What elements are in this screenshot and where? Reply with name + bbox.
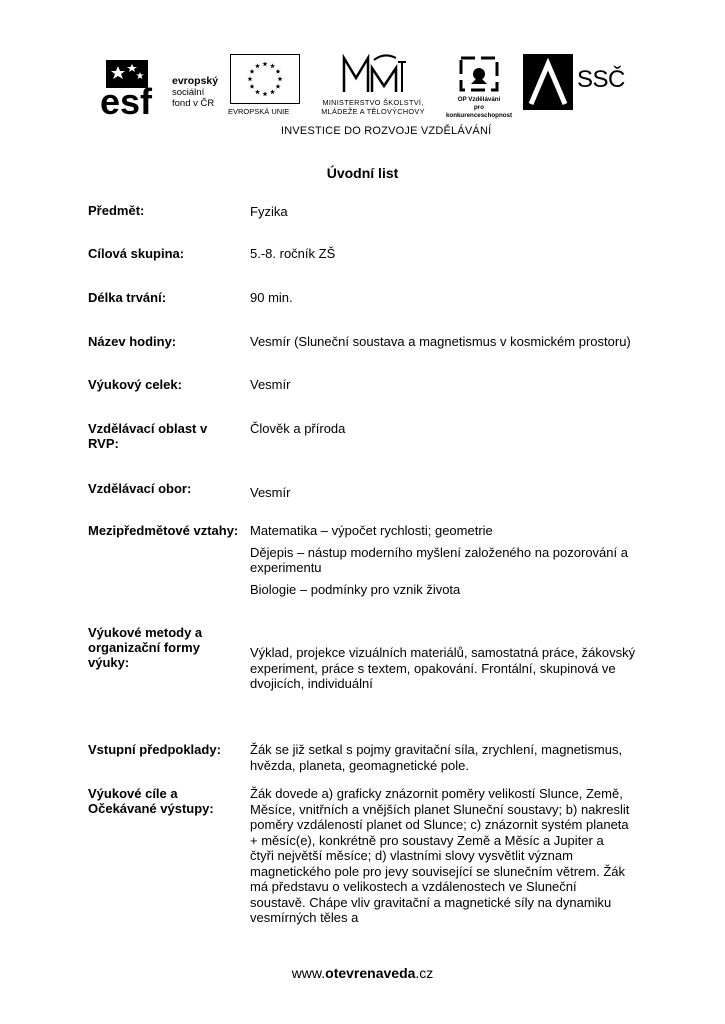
row-value: Vesmír bbox=[250, 485, 291, 500]
eu-caption: EVROPSKÁ UNIE bbox=[228, 107, 290, 116]
footer-suffix: .cz bbox=[415, 965, 434, 981]
row-value: Člověk a příroda bbox=[250, 421, 346, 436]
op-line2: pro konkurenceschopnost bbox=[445, 104, 512, 119]
row-value: Fyzika bbox=[250, 204, 288, 219]
msmt-line2: MLÁDEŽE A TĚLOVÝCHOVY bbox=[321, 107, 425, 116]
esf-mark-icon bbox=[98, 56, 168, 118]
msmt-line1: MINISTERSTVO ŠKOLSTVÍ, bbox=[322, 98, 424, 107]
row-label: Vzdělávací oblast v RVP: bbox=[88, 421, 208, 451]
footer-prefix: www. bbox=[291, 965, 326, 981]
esf-line1: evropský bbox=[172, 75, 219, 87]
footer-url[interactable] bbox=[0, 965, 725, 981]
row-value: 5.-8. ročník ZŠ bbox=[250, 246, 336, 261]
ssc-logo bbox=[523, 52, 628, 114]
ssc-text: SSČ bbox=[577, 66, 625, 93]
investice-tagline: INVESTICE DO ROZVOJE VZDĚLÁVÁNÍ bbox=[281, 125, 492, 137]
row-label: Výukové cíle a Očekávané výstupy: bbox=[88, 786, 214, 816]
row-value: Vesmír (Sluneční soustava a magnetismus v kosmickém prostoru) bbox=[250, 334, 631, 349]
row-value-item: Dějepis – nástup moderního myšlení založeného na pozorování a experimentu bbox=[250, 544, 628, 575]
row-value: Vesmír bbox=[250, 377, 291, 392]
esf-line3: fond v ČR bbox=[172, 98, 215, 109]
esf-logo bbox=[98, 52, 218, 120]
row-label: Vstupní předpoklady: bbox=[88, 742, 221, 757]
row-value-item: Biologie – podmínky pro vznik života bbox=[250, 581, 461, 597]
op-line1: OP Vzdělávání bbox=[457, 96, 501, 103]
row-label: Výukové metody a organizační formy výuky: bbox=[88, 625, 203, 670]
ssc-mark-icon bbox=[523, 54, 573, 110]
row-value-item: Matematika – výpočet rychlosti; geometrie bbox=[250, 523, 493, 538]
op-logo bbox=[443, 52, 515, 120]
row-value: 90 min. bbox=[250, 290, 293, 305]
row-label: Cílová skupina: bbox=[88, 246, 185, 261]
row-label: Název hodiny: bbox=[88, 334, 177, 349]
eu-logo bbox=[228, 52, 302, 120]
row-label: Předmět: bbox=[88, 203, 145, 218]
msmt-logo bbox=[308, 52, 438, 120]
op-mark-icon bbox=[457, 54, 501, 94]
row-label: Mezipředmětové vztahy: bbox=[88, 523, 239, 538]
eu-flag-icon bbox=[230, 54, 300, 104]
logo-bar bbox=[98, 52, 628, 122]
svg-text:esf: esf bbox=[100, 81, 153, 118]
msmt-mark-icon bbox=[338, 52, 408, 96]
esf-line2: sociální bbox=[172, 87, 205, 98]
row-value: Žák se již setkal s pojmy gravitační síla, zrychlení, magnetismus, hvězda, planeta, geomagnetické pole. bbox=[250, 742, 623, 773]
row-label: Výukový celek: bbox=[88, 377, 182, 392]
row-value: Žák dovede a) graficky znázornit poměry velikostí Slunce, Země, Měsíce, vnitřních a vnějších planet Sluneční soustavy; b) nakreslit poměry vzdáleností planet od Slunce; c) znázornit systém planeta + měsíc(e), konkrétně pro soustavy Země a Měsíc a Jupiter a čtyři největší měsíce; d) vlastními slovy vysvětlit význam magnetického pole pro jevy související se slunečním větrem. Žák má představu o velikostech a vzdálenostech ve Sluneční soustavě. Chápe vliv gravitační a magnetické síly na dynamiku vesmírných těles a bbox=[250, 786, 630, 925]
row-label: Délka trvání: bbox=[88, 290, 167, 305]
footer-domain: otevrenaveda bbox=[325, 965, 416, 981]
page-title: Úvodní list bbox=[326, 165, 399, 181]
row-label: Vzdělávací obor: bbox=[88, 481, 192, 496]
row-value: Výklad, projekce vizuálních materiálů, samostatná práce, žákovský experiment, práce s textem, opakování. Frontální, skupinová ve dvojicích, individuální bbox=[250, 645, 636, 691]
